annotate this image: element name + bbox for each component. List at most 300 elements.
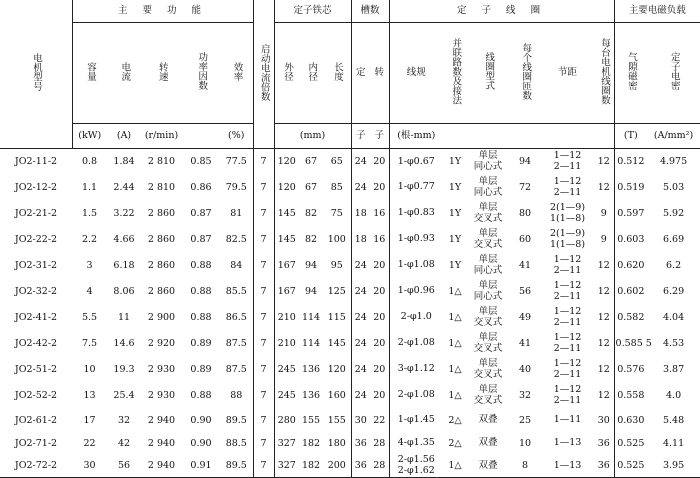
model-cell: JO2-61-2: [14, 414, 58, 426]
wire-spec-cell: 2-φ1.08: [397, 337, 435, 349]
pitch-cell: [541, 331, 594, 357]
unit-core-mm: (mm): [274, 124, 351, 149]
id-cell: 94: [304, 260, 318, 271]
coil-type-cell-line: 双叠: [478, 459, 498, 471]
capacity-cell: 10: [83, 364, 96, 375]
length-cell: 65: [323, 149, 351, 175]
table-row: [0, 331, 700, 357]
stator-j-cell: 3.95: [647, 455, 700, 478]
pitch-cell-line: 2—11: [553, 186, 582, 198]
header-coil-type: 线圈型式: [467, 23, 509, 124]
start-multiple-cell: 7: [253, 175, 274, 201]
capacity-cell: 3: [86, 260, 93, 271]
speed-cell: 2 810: [147, 182, 176, 193]
header-speed: 转速: [141, 23, 182, 124]
speed-cell: 2 930: [147, 390, 176, 401]
unit-rotor-zi: 子: [370, 124, 389, 149]
pitch-cell: [541, 175, 594, 201]
length-cell: 145: [323, 331, 351, 357]
wire-spec-cell: 4-φ1.35: [397, 436, 435, 448]
stator-slot-cell: 24: [354, 260, 367, 271]
stator-slot-cell: 24: [354, 156, 367, 168]
stator-slot-cell: 24: [354, 338, 367, 349]
stator-slot-cell: 24: [354, 390, 367, 401]
wire-spec-cell: 1-φ0.83: [397, 207, 435, 219]
pitch-cell-line: 1—12: [553, 176, 582, 188]
pitch-cell: [541, 201, 594, 227]
unit-coil-blank: [443, 124, 594, 149]
table-row: [0, 279, 700, 305]
air-gap-cell: 0.512: [617, 156, 645, 168]
length-cell: 180: [323, 432, 351, 455]
pitch-cell-line: 1—12: [553, 280, 582, 292]
parallel-cell: 1Y: [448, 260, 462, 271]
pitch-cell-line: 2—11: [553, 290, 582, 302]
power-factor-cell: 0.88: [190, 286, 212, 297]
start-multiple-cell: 7: [253, 383, 274, 409]
parallel-cell: 1△: [448, 312, 462, 323]
header-parallel: 并联路数及接法: [443, 23, 467, 124]
table-row: [0, 455, 700, 478]
pitch-cell-line: 1—13: [553, 436, 582, 448]
pitch-cell: [541, 357, 594, 383]
stator-slot-cell: 24: [354, 364, 367, 375]
header-stator-core: 定子铁芯: [274, 0, 351, 23]
start-multiple-cell: 7: [253, 149, 274, 175]
coil-type-cell-line: 单层: [478, 332, 498, 344]
speed-cell: 2 810: [147, 156, 176, 168]
pitch-cell-line: 1—12: [553, 384, 582, 396]
stator-slot-cell: 36: [351, 455, 370, 478]
efficiency-cell: 79.5: [225, 182, 247, 193]
header-stator-j: 定子电密: [647, 23, 700, 124]
od-cell: 327: [274, 455, 299, 478]
current-cell: 56: [107, 455, 141, 478]
capacity-cell: 5.5: [81, 312, 98, 323]
start-multiple-cell: 7: [253, 227, 274, 253]
unit-stator-zi: 子: [351, 124, 370, 149]
model-cell: JO2-51-2: [14, 364, 58, 375]
id-cell: 67: [304, 156, 318, 168]
table-row: [0, 149, 700, 175]
length-cell: 115: [323, 305, 351, 331]
coil-type-cell-line: 交叉式: [473, 238, 503, 250]
efficiency-cell: 89.5: [225, 414, 247, 426]
wire-spec-cell: 1-φ1.08: [397, 259, 435, 271]
parallel-cell: 1Y: [448, 208, 462, 219]
start-multiple-cell: 7: [253, 201, 274, 227]
coil-type-cell-line: 同心式: [473, 160, 503, 172]
rotor-slot-cell: 22: [370, 409, 389, 432]
unit-stator-j: (A/mm²): [647, 124, 700, 149]
speed-cell: 2 930: [147, 364, 176, 375]
start-multiple-cell: 7: [253, 357, 274, 383]
power-factor-cell: 0.87: [190, 234, 212, 245]
coil-type-cell: [467, 279, 509, 305]
length-cell: 75: [323, 201, 351, 227]
coils-per-motor-cell: 30: [594, 409, 614, 432]
coils-per-motor-cell: 12: [594, 383, 614, 409]
unit-coils-blank: [594, 124, 614, 149]
unit-current: (A): [107, 124, 141, 149]
current-cell: 2.44: [113, 182, 135, 193]
coil-type-cell-line: 同心式: [473, 186, 503, 198]
pitch-cell: [541, 455, 594, 478]
od-cell: 167: [277, 286, 296, 297]
model-cell: JO2-21-2: [14, 208, 58, 219]
length-cell: 95: [323, 253, 351, 279]
header-row-units: [0, 124, 700, 149]
id-cell: 82: [304, 234, 318, 245]
coil-type-cell-line: 单层: [478, 306, 498, 318]
start-multiple-cell: 7: [253, 279, 274, 305]
current-cell: 32: [117, 414, 131, 426]
current-cell: 8.06: [113, 286, 135, 297]
parallel-cell: 2△: [448, 414, 462, 426]
pitch-cell-line: 1(1—8): [550, 238, 586, 250]
current-cell: 42: [117, 437, 131, 449]
table-row: [0, 201, 700, 227]
table-body: [0, 149, 700, 478]
coils-per-motor-cell: 9: [594, 227, 614, 253]
pitch-cell-line: 1(1—8): [550, 212, 586, 224]
turns-cell: 80: [519, 208, 532, 219]
unit-air-gap: (T): [614, 124, 647, 149]
pitch-cell: [541, 279, 594, 305]
od-cell: 210: [277, 338, 296, 349]
header-rotor-slot: 转: [370, 23, 389, 124]
coil-type-cell-line: 单层: [478, 358, 498, 370]
pitch-cell-line: 2—11: [553, 316, 582, 328]
model-cell: JO2-72-2: [0, 455, 72, 478]
model-cell: JO2-52-2: [14, 390, 58, 401]
pitch-cell: [541, 305, 594, 331]
coil-type-cell-line: 单层: [478, 384, 498, 396]
rotor-slot-cell: 28: [370, 455, 389, 478]
table-row: [0, 409, 700, 432]
header-stator-slot: 定: [351, 23, 370, 124]
model-cell: JO2-41-2: [14, 312, 58, 323]
capacity-cell: 30: [72, 455, 107, 478]
length-cell: 160: [323, 383, 351, 409]
capacity-cell: 7.5: [81, 338, 98, 349]
stator-j-cell: 5.48: [662, 414, 685, 426]
speed-cell: 2 900: [147, 312, 176, 323]
id-cell: 155: [301, 414, 321, 426]
parallel-cell: 1△: [448, 338, 462, 349]
parallel-cell: 1△: [448, 364, 462, 375]
id-cell: 182: [301, 437, 321, 449]
efficiency-cell: 85.5: [225, 286, 247, 297]
pitch-cell-line: 1—12: [553, 306, 582, 318]
wire-spec-cell: 1-φ0.96: [397, 285, 435, 297]
table-row: [0, 432, 700, 455]
od-cell: 210: [277, 312, 296, 323]
coils-per-motor-cell: 12: [594, 331, 614, 357]
efficiency-cell: 87.5: [225, 338, 247, 349]
stator-slot-cell: 24: [354, 182, 367, 193]
model-cell: JO2-32-2: [14, 286, 58, 297]
coil-type-cell: [467, 331, 509, 357]
rotor-slot-cell: 20: [370, 383, 389, 409]
speed-cell: 2 940: [147, 414, 176, 426]
coil-type-cell-line: 单层: [478, 176, 498, 188]
power-factor-cell: 0.91: [182, 455, 220, 478]
pitch-cell-line: 2—11: [553, 160, 582, 172]
coil-type-cell-line: 交叉式: [473, 342, 503, 354]
turns-cell: 72: [519, 182, 532, 193]
coil-type-cell-line: 双叠: [478, 436, 498, 448]
turns-cell: 25: [519, 414, 532, 426]
header-wire-spec: 线规: [389, 23, 443, 124]
coil-type-cell: [467, 149, 509, 175]
pitch-cell-line: 1—13: [553, 459, 582, 471]
power-factor-cell: 0.88: [190, 260, 212, 271]
wire-spec-cell: 2-φ1.56 2-φ1.62: [389, 455, 443, 478]
coils-per-motor-cell: 9: [594, 201, 614, 227]
pitch-cell-line: 2—11: [553, 342, 582, 354]
table-row: [0, 253, 700, 279]
header-id: 内径: [299, 23, 323, 124]
pitch-cell: [541, 432, 594, 455]
wire-spec-cell: 2-φ1.0: [400, 311, 432, 323]
power-factor-cell: 0.90: [190, 414, 212, 426]
rotor-slot-cell: 28: [370, 432, 389, 455]
coil-type-cell-line: 交叉式: [473, 316, 503, 328]
stator-j-cell: 5.03: [662, 182, 685, 193]
length-cell: 120: [323, 357, 351, 383]
unit-speed: (r/min): [141, 124, 182, 149]
air-gap-cell: 0.620: [617, 260, 645, 271]
air-gap-cell: 0.597: [617, 208, 645, 219]
table-row: [0, 227, 700, 253]
wire-spec-cell: 1-φ0.67: [397, 155, 435, 167]
stator-j-cell: 6.29: [662, 286, 685, 297]
parallel-cell: 1Y: [448, 182, 462, 193]
rotor-slot-cell: 20: [370, 305, 389, 331]
rotor-slot-cell: 20: [370, 279, 389, 305]
parallel-cell: 1△: [443, 455, 467, 478]
pitch-cell: [541, 227, 594, 253]
efficiency-cell: 81: [230, 208, 243, 219]
power-factor-cell: 0.87: [190, 208, 212, 219]
wire-spec-cell: 1-φ0.77: [397, 181, 435, 193]
model-cell: JO2-11-2: [14, 156, 58, 168]
header-row-groups: [0, 0, 700, 23]
header-row-labels: [0, 23, 700, 124]
parallel-cell: 1△: [448, 390, 462, 401]
start-multiple-cell: 7: [253, 331, 274, 357]
speed-cell: 2 860: [147, 260, 176, 271]
unit-efficiency: (%): [220, 124, 253, 149]
header-em-load: 主要电磁负载: [614, 0, 700, 23]
capacity-cell: 17: [83, 414, 96, 426]
rotor-slot-cell: 16: [370, 227, 389, 253]
header-air-gap: 气隙磁密: [614, 23, 647, 124]
header-stator-coil: 定 子 线 圈: [389, 0, 614, 23]
coils-per-motor-cell: 12: [594, 175, 614, 201]
air-gap-cell: 0.525: [617, 437, 645, 449]
coil-type-cell: [467, 409, 509, 432]
coils-per-motor-cell: 12: [594, 149, 614, 175]
pitch-cell: [541, 409, 594, 432]
speed-cell: 2 860: [147, 286, 176, 297]
power-factor-cell: 0.88: [190, 390, 212, 401]
start-multiple-cell: 7: [253, 455, 274, 478]
rotor-slot-cell: 20: [370, 175, 389, 201]
table-row: [0, 357, 700, 383]
turns-cell: 10: [519, 437, 532, 449]
coil-type-cell-line: 交叉式: [473, 368, 503, 380]
header-efficiency: 效率: [220, 23, 253, 124]
coil-type-cell-line: 单层: [478, 228, 498, 240]
coil-type-cell-line: 单层: [478, 150, 498, 162]
pitch-cell-line: 2(1—9): [550, 202, 586, 214]
power-factor-cell: 0.89: [190, 364, 212, 375]
parallel-cell: 2△: [448, 437, 462, 449]
stator-j-cell: 4.975: [659, 156, 688, 168]
coil-type-cell-line: 单层: [478, 280, 498, 292]
unit-wire: (根-mm): [389, 124, 443, 149]
air-gap-cell: 0.576: [617, 364, 645, 375]
stator-j-cell: 3.87: [662, 364, 685, 375]
speed-cell: 2 860: [147, 208, 176, 219]
length-cell: 155: [323, 409, 351, 432]
stator-slot-cell: 36: [354, 437, 367, 449]
efficiency-cell: 88.5: [225, 437, 247, 449]
header-current: 电流: [107, 23, 141, 124]
efficiency-cell: 77.5: [225, 156, 247, 168]
od-cell: 120: [277, 156, 296, 168]
rotor-slot-cell: 16: [370, 201, 389, 227]
stator-j-cell: 4.0: [666, 390, 682, 401]
turns-cell: 41: [519, 260, 532, 271]
capacity-cell: 22: [83, 437, 96, 449]
pitch-cell-line: 1—12: [553, 358, 582, 370]
stator-j-cell: 6.69: [662, 234, 685, 245]
capacity-cell: 13: [83, 390, 96, 401]
table-row: [0, 175, 700, 201]
od-cell: 145: [277, 208, 296, 219]
start-multiple-cell: 7: [253, 253, 274, 279]
power-factor-cell: 0.86: [190, 182, 212, 193]
header-length: 长度: [323, 23, 351, 124]
model-cell: JO2-71-2: [14, 437, 58, 449]
model-cell: JO2-31-2: [14, 260, 58, 271]
pitch-cell: [541, 253, 594, 279]
unit-capacity: (kW): [72, 124, 107, 149]
wire-spec-cell: 1-φ0.93: [397, 233, 435, 245]
current-cell: 11: [117, 312, 131, 323]
current-cell: 1.84: [113, 156, 135, 168]
id-cell: 136: [301, 390, 321, 401]
header-power-factor: 功率因数: [182, 23, 220, 124]
pitch-cell: [541, 149, 594, 175]
coils-per-motor-cell: 12: [594, 357, 614, 383]
air-gap-cell: 0.519: [617, 182, 645, 193]
header-coils-per-motor: 每台电机线圈数: [594, 23, 614, 124]
pitch-cell-line: 2—11: [553, 394, 582, 406]
start-multiple-cell: 7: [253, 409, 274, 432]
current-cell: 6.18: [113, 260, 135, 271]
coils-per-motor-cell: 12: [594, 253, 614, 279]
air-gap-cell: 0.525: [614, 455, 647, 478]
turns-cell: 60: [519, 234, 532, 245]
speed-cell: 2 860: [147, 234, 176, 245]
parallel-cell: 1Y: [448, 156, 462, 168]
pitch-cell-line: 1—11: [553, 413, 582, 425]
power-factor-cell: 0.88: [190, 312, 212, 323]
air-gap-cell: 0.602: [617, 286, 645, 297]
unit-power-factor: [182, 124, 220, 149]
coils-per-motor-cell: 12: [594, 305, 614, 331]
air-gap-cell: 0.558: [617, 390, 645, 401]
header-capacity: 容量: [72, 23, 107, 124]
parallel-cell: 1Y: [448, 234, 462, 245]
efficiency-cell: 82.5: [225, 234, 247, 245]
coil-type-cell-line: 交叉式: [473, 394, 503, 406]
coils-per-motor-cell: 12: [594, 279, 614, 305]
turns-cell: 41: [519, 338, 532, 349]
pitch-cell-line: 2—11: [553, 368, 582, 380]
current-cell: 3.22: [113, 208, 135, 219]
id-cell: 67: [304, 182, 318, 193]
speed-cell: 2 920: [147, 338, 176, 349]
capacity-cell: 1.1: [81, 182, 98, 193]
coil-type-cell: [467, 175, 509, 201]
od-cell: 280: [277, 414, 296, 426]
coil-type-cell-line: 单层: [478, 254, 498, 266]
length-cell: 200: [323, 455, 351, 478]
efficiency-cell: 87.5: [225, 364, 247, 375]
table-row: [0, 383, 700, 409]
header-slots: 槽数: [351, 0, 389, 23]
stator-j-cell: 5.92: [662, 208, 685, 219]
id-cell: 114: [301, 338, 321, 349]
wire-spec-cell: 3-φ1.12: [397, 363, 435, 375]
capacity-cell: 2.2: [81, 234, 98, 245]
coil-type-cell-line: 单层: [478, 202, 498, 214]
od-cell: 120: [277, 182, 296, 193]
coil-type-cell-line: 同心式: [473, 290, 503, 302]
coil-type-cell-line: 同心式: [473, 264, 503, 276]
coils-per-motor-cell: 36: [594, 455, 614, 478]
header-pitch: 节距: [541, 23, 594, 124]
od-cell: 245: [277, 390, 296, 401]
od-cell: 245: [277, 364, 296, 375]
coil-type-cell: [467, 201, 509, 227]
model-cell: JO2-42-2: [14, 338, 58, 349]
wire-spec-cell: 1-φ1.45: [397, 413, 435, 425]
header-turns: 每个线圈匝数: [509, 23, 541, 124]
efficiency-cell: 89.5: [220, 455, 253, 478]
model-cell: JO2-12-2: [14, 182, 58, 193]
current-cell: 25.4: [113, 390, 135, 401]
id-cell: 94: [304, 286, 318, 297]
pitch-cell-line: 1—12: [553, 150, 582, 162]
length-cell: 100: [323, 227, 351, 253]
coil-type-cell: [467, 432, 509, 455]
id-cell: 182: [299, 455, 323, 478]
rotor-slot-cell: 20: [370, 357, 389, 383]
coil-type-cell: [467, 357, 509, 383]
header-start-multiple: 启动电流倍数: [253, 0, 274, 149]
header-model: 电机型号: [0, 0, 72, 149]
capacity-cell: 1.5: [81, 208, 98, 219]
pitch-cell-line: 1—12: [553, 254, 582, 266]
turns-cell: 40: [519, 364, 532, 375]
rotor-slot-cell: 20: [370, 149, 389, 175]
